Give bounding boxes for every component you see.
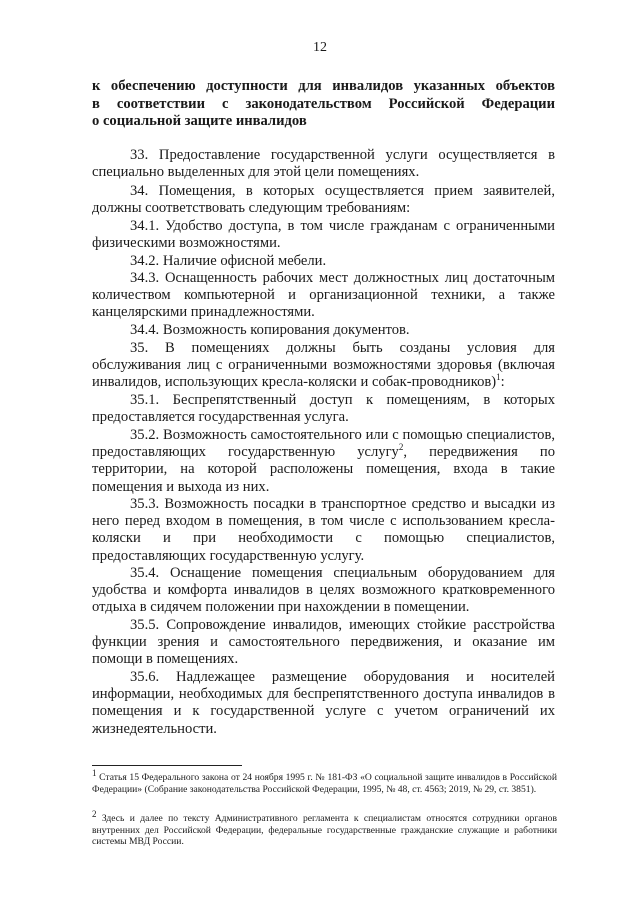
paragraph-35-6: 35.6. Надлежащее размещение оборудования и носителей информации, необходимых для беспрепятственного доступа инвалидов в помещения и к государственной услуге с учетом ограничений их жизнедеятельности. [92, 669, 555, 737]
footnote-2 [92, 808, 557, 848]
paragraph-35-3: 35.3. Возможность посадки в транспортное средство и высадки из него перед входом в помещения, в том числе с использованием кресла-коляски и при необходимости с помощью специалистов, предоставляющих государственную услугу. [92, 496, 555, 564]
section-heading-line-1: к обеспечению доступности для инвалидов указанных объектов [92, 78, 555, 94]
footnote-2-text: Здесь и далее по тексту Административного регламента к специалистам относятся сотрудники органов внутренних дел Российской Федерации, федеральные государственные гражданские служащие и работники системы МВД России. [92, 813, 557, 848]
paragraph-34-1: 34.1. Удобство доступа, в том числе гражданам с ограниченными физическими возможностями. [92, 218, 555, 252]
paragraph-35-end: : [500, 374, 505, 391]
footnote-ref-2[interactable]: 2 [398, 442, 404, 453]
paragraph-35-2-continued: , передвижения по территории, на которой расположены помещения, входа в такие помещения и выхода из них. [92, 444, 555, 495]
paragraph-35-4: 35.4. Оснащение помещения специальным оборудованием для удобства и комфорта инвалидов в целях возможного кратковременного отдыха в сидячем положении при нахождении в помещении. [92, 565, 555, 616]
footnote-1-mark: 1 [92, 767, 97, 778]
section-heading-line-3: о социальной защите инвалидов [92, 113, 307, 129]
footnote-divider [92, 765, 242, 766]
footnote-2-mark: 2 [92, 808, 97, 819]
footnote-1-text: Статья 15 Федерального закона от 24 ноября 1995 г. № 181-ФЗ «О социальной защите инвалидов в Российской Федерации» (Собрание законодательства Российской Федерации, 1995, № 48, ст. 4563; 2019, № 29, ст. 3851). [92, 772, 557, 795]
paragraph-35-5: 35.5. Сопровождение инвалидов, имеющих стойкие расстройства функции зрения и самостоятельного передвижения, и оказание им помощи в помещениях. [92, 617, 555, 668]
paragraph-35-2-text: 35.2. Возможность самостоятельного или с помощью специалистов, предоставляющих государственную услугу [92, 427, 555, 461]
paragraph-35 [92, 340, 555, 392]
paragraph-34-2: 34.2. Наличие офисной мебели. [130, 253, 327, 269]
footnote-ref-1[interactable]: 1 [496, 372, 501, 383]
footnote-1 [92, 767, 557, 795]
paragraph-34-3: 34.3. Оснащенность рабочих мест должностных лиц достаточным количеством компьютерной и организационной техники, а также канцелярскими принадлежностями. [92, 270, 555, 321]
paragraph-35-1: 35.1. Беспрепятственный доступ к помещениям, в которых предоставляется государственная услуга. [92, 392, 555, 426]
paragraph-34-4: 34.4. Возможность копирования документов. [130, 322, 410, 338]
paragraph-34: 34. Помещения, в которых осуществляется прием заявителей, должны соответствовать следующим требованиям: [92, 183, 555, 217]
paragraph-33: 33. Предоставление государственной услуги осуществляется в специально выделенных для этой цели помещениях. [92, 147, 555, 181]
section-heading-line-2: в соответствии с законодательством Российской Федерации [92, 96, 555, 112]
page-number: 12 [313, 40, 327, 55]
paragraph-35-2 [92, 427, 555, 496]
paragraph-35-text: 35. В помещениях должны быть созданы условия для обслуживания лиц с ограниченными возможностями здоровья (включая инвалидов, использующих кресла-коляски и собак-проводников) [92, 340, 555, 391]
